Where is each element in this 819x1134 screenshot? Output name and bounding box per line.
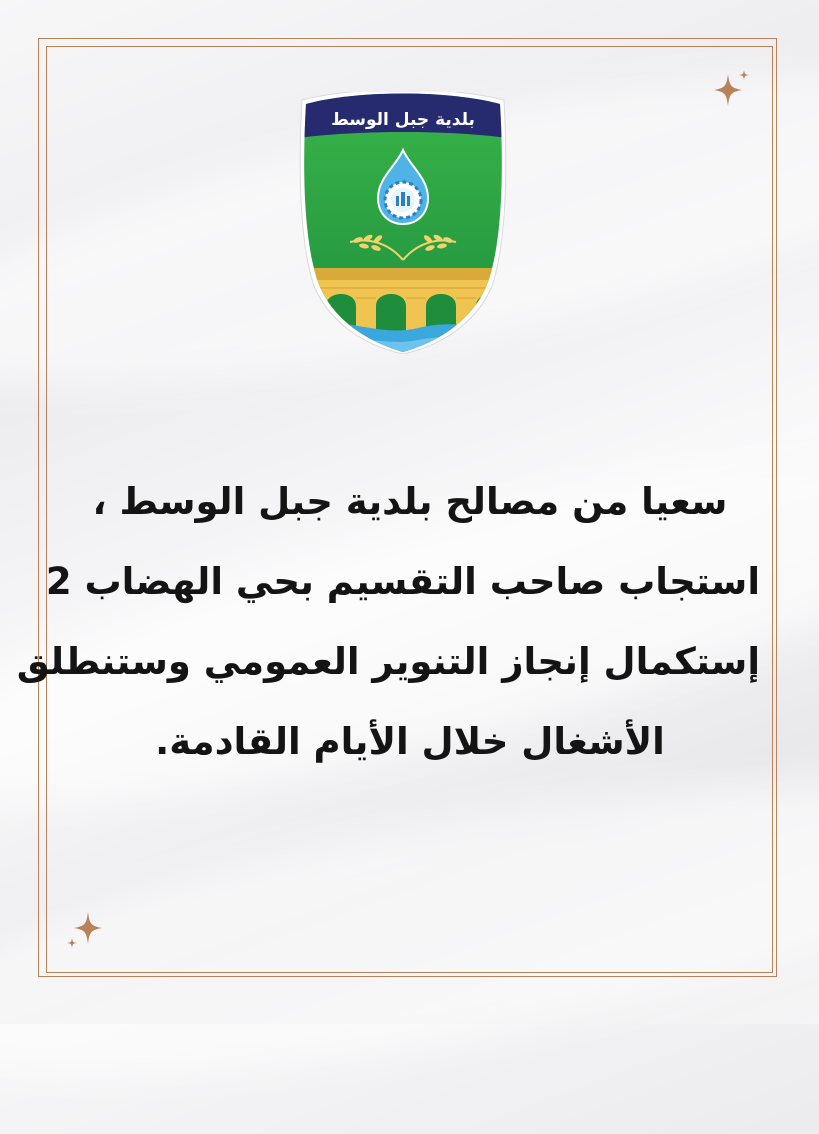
announcement-line: إستكمال إنجاز التنوير العمومي وستنطلق — [16, 640, 760, 683]
municipality-emblem — [298, 92, 508, 354]
announcement-line: سعيا من مصالح بلدية جبل الوسط ، — [92, 480, 728, 523]
sparkle-icon — [62, 906, 112, 956]
announcement-line: استجاب صاحب التقسيم بحي الهضاب 2 — [45, 560, 760, 603]
sparkle-icon — [706, 66, 756, 116]
announcement-text — [16, 462, 760, 782]
announcement-line: الأشغال خلال الأيام القادمة. — [155, 720, 665, 763]
emblem-banner-text: بلدية جبل الوسط — [331, 110, 475, 130]
